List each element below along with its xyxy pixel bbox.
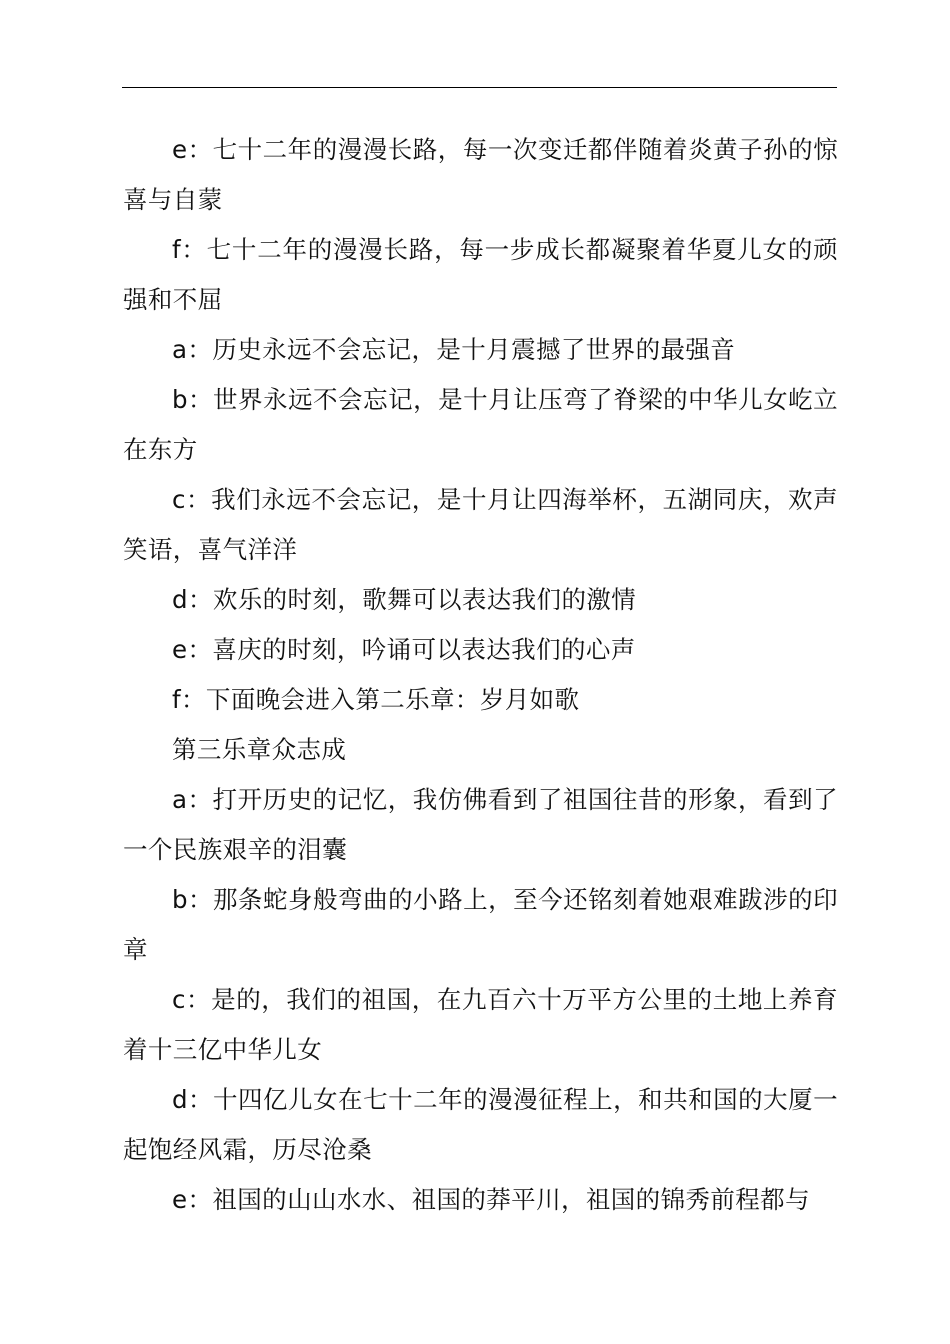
document-body (123, 125, 838, 1225)
paragraph: b：世界永远不会忘记，是十月让压弯了脊梁的中华儿女屹立在东方 (123, 385, 838, 464)
paragraph: d：欢乐的时刻，歌舞可以表达我们的激情 (172, 585, 637, 614)
header-rule (122, 87, 837, 88)
paragraph: c：我们永远不会忘记，是十月让四海举杯，五湖同庆，欢声笑语，喜气洋洋 (123, 485, 838, 564)
paragraph: e：喜庆的时刻，吟诵可以表达我们的心声 (172, 635, 636, 664)
paragraph: f：下面晚会进入第二乐章：岁月如歌 (172, 685, 580, 714)
paragraph: e：七十二年的漫漫长路，每一次变迁都伴随着炎黄子孙的惊喜与自蒙 (123, 135, 838, 214)
paragraph: b：那条蛇身般弯曲的小路上，至今还铭刻着她艰难跋涉的印章 (123, 885, 838, 964)
paragraph: f：七十二年的漫漫长路，每一步成长都凝聚着华夏儿女的顽强和不屈 (123, 235, 838, 314)
paragraph: c：是的，我们的祖国，在九百六十万平方公里的土地上养育着十三亿中华儿女 (123, 985, 838, 1064)
paragraph: d：十四亿儿女在七十二年的漫漫征程上，和共和国的大厦一起饱经风霜，历尽沧桑 (123, 1085, 838, 1164)
paragraph: a：历史永远不会忘记，是十月震撼了世界的最强音 (172, 335, 736, 364)
paragraph: a：打开历史的记忆，我仿佛看到了祖国往昔的形象，看到了一个民族艰辛的泪囊 (123, 785, 838, 864)
paragraph: e：祖国的山山水水、祖国的莽平川，祖国的锦秀前程都与 (172, 1185, 810, 1214)
section-heading: 第三乐章众志成 (172, 735, 347, 764)
